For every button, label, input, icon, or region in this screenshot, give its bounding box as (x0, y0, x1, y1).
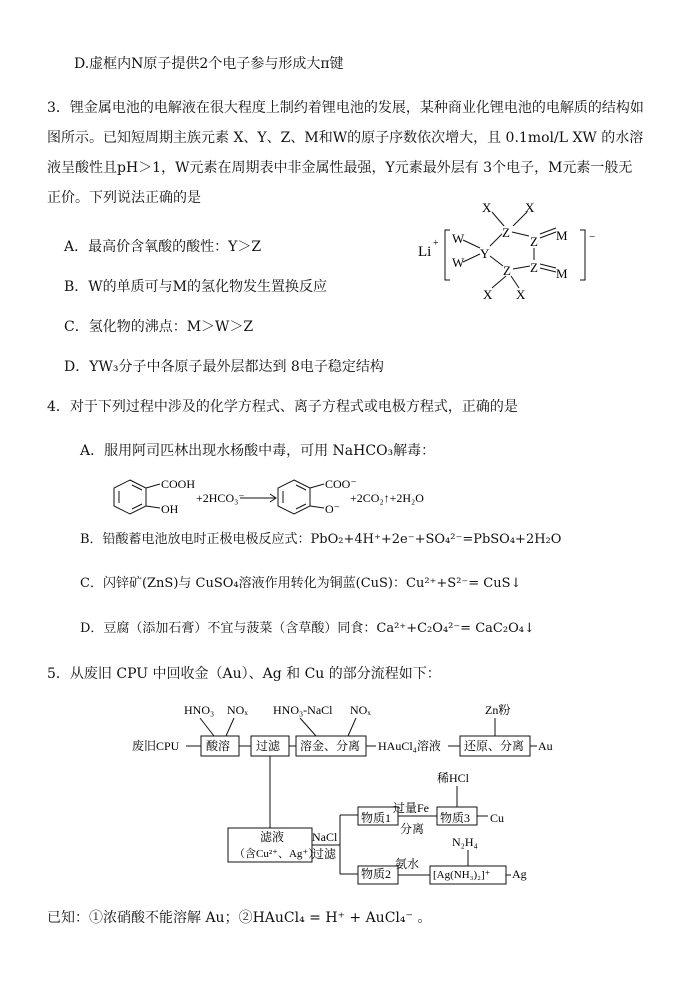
option-a: A．最高价含氧酸的酸性：Y＞Z (64, 239, 262, 255)
atom-z: Z (530, 260, 538, 275)
question-stem: 液呈酸性且pH＞1，W元素在周期表中非金属性最强，Y元素最外层有 3个电子，M元素一般无 (47, 160, 633, 176)
gas-nox: NOₓ (227, 703, 248, 717)
step-separate: 分离 (400, 822, 425, 836)
option-a: A．服用阿司匹林出现水杨酸中毒，可用 NaHCO₃解毒： (80, 443, 436, 459)
option-c: C．闪锌矿(ZnS)与 CuSO₄溶液作用转化为铜蓝(CuS)：Cu²⁺+S²⁻= CuS↓ (80, 576, 522, 591)
substance-2: 物质2 (361, 867, 392, 881)
product-cu: Cu (490, 811, 505, 825)
atom-w: W (452, 255, 465, 270)
reagent-hcl: 稀HCl (437, 771, 470, 785)
atom-x: X (483, 287, 493, 302)
substance-1: 物质1 (361, 811, 392, 825)
option-c: C．氢化物的沸点：M＞W＞Z (64, 319, 254, 335)
intermediate-haucl4: HAuCl₄溶液 (378, 739, 441, 753)
option-d: D．豆腐（添加石膏）不宜与菠菜（含草酸）同食：Ca²⁺+C₂O₄²⁻= CaC₂O₄↓ (80, 621, 535, 636)
step-filter-2: 过滤 (312, 847, 337, 861)
reagent-hno3: HNO₃ (184, 703, 215, 717)
silver-complex: [Ag(NH₃)₂]⁺ (433, 869, 491, 881)
reagent-hno3-nacl: HNO₃-NaCl (273, 703, 333, 717)
carboxylate-group: COO⁻ (325, 477, 357, 491)
filtrate-label: 滤液 (260, 830, 285, 844)
atom-x: X (482, 200, 492, 215)
recovery-flowchart (130, 700, 560, 888)
step-reduce: 还原、分离 (464, 739, 525, 753)
product-ag: Ag (512, 867, 527, 881)
option-text: D.虚框内N原子提供2个电子参与形成大π键 (74, 56, 344, 72)
reagent-ammonia: 氨水 (395, 857, 420, 871)
cooh-group: COOH (161, 477, 196, 491)
filtrate-content: （含Cu²⁺、Ag⁺） (234, 848, 320, 860)
reagent-n2h4: N₂H₄ (452, 835, 478, 849)
substance-3: 物质3 (440, 811, 471, 825)
option-b: B．铅酸蓄电池放电时正极电极反应式：PbO₂+4H⁺+2e⁻+SO₄²⁻=PbSO₄+2H₂O (80, 532, 562, 547)
salicylic-reaction-equation (108, 474, 468, 530)
product-au: Au (538, 739, 553, 753)
option-b: B．W的单质可与M的氢化物发生置换反应 (64, 279, 328, 295)
bicarbonate-reagent: +2HCO₃⁻ (196, 491, 245, 505)
oh-group: OH (161, 502, 179, 516)
question-stem: 5．从废旧 CPU 中回收金（Au）、Ag 和 Cu 的部分流程如下： (47, 666, 441, 682)
li-charge: + (433, 238, 439, 249)
gas-nox: NOₓ (350, 703, 371, 717)
question-stem: 3．锂金属电池的电解液在很大程度上制约着锂电池的发展，某种商业化锂电池的电解质的结构如 (47, 100, 644, 116)
atom-z: Z (503, 263, 511, 278)
step-acid-dissolve: 酸溶 (206, 739, 231, 753)
step-filter: 过滤 (256, 739, 281, 753)
reagent-nacl: NaCl (312, 830, 338, 844)
atom-y: Y (480, 246, 490, 261)
anion-charge: − (589, 231, 596, 243)
atom-x: X (516, 287, 526, 302)
phenoxide-group: O⁻ (325, 502, 340, 516)
option-d: D．YW₃分子中各原子最外层都达到 8电子稳定结构 (64, 359, 384, 375)
known-conditions: 已知：①浓硝酸不能溶解 Au；②HAuCl₄ = H⁺ + AuCl₄⁻ 。 (47, 910, 432, 926)
atom-m: M (556, 228, 568, 243)
li-cation: Li (418, 244, 432, 260)
question-stem: 正价。下列说法正确的是 (47, 190, 201, 206)
atom-m: M (556, 266, 568, 281)
question-stem: 4．对于下列过程中涉及的化学方程式、离子方程式或电极方程式，正确的是 (47, 399, 518, 415)
atom-x: X (525, 200, 535, 215)
question-stem: 图所示。已知短周期主族元素 X、Y、Z、M和W的原子序数依次增大，且 0.1mol/L XW 的水溶 (47, 130, 644, 146)
atom-z: Z (502, 225, 510, 240)
anion-structure-diagram (410, 196, 610, 306)
step-dissolve-gold: 溶金、分离 (300, 739, 361, 753)
reagent-zn: Zn粉 (485, 703, 511, 717)
atom-z: Z (530, 234, 538, 249)
start-material: 废旧CPU (132, 739, 180, 753)
reaction-products: +2CO₂↑+2H₂O (350, 491, 424, 505)
reagent-excess-fe: 过量Fe (393, 801, 430, 815)
atom-w: W (452, 231, 465, 246)
